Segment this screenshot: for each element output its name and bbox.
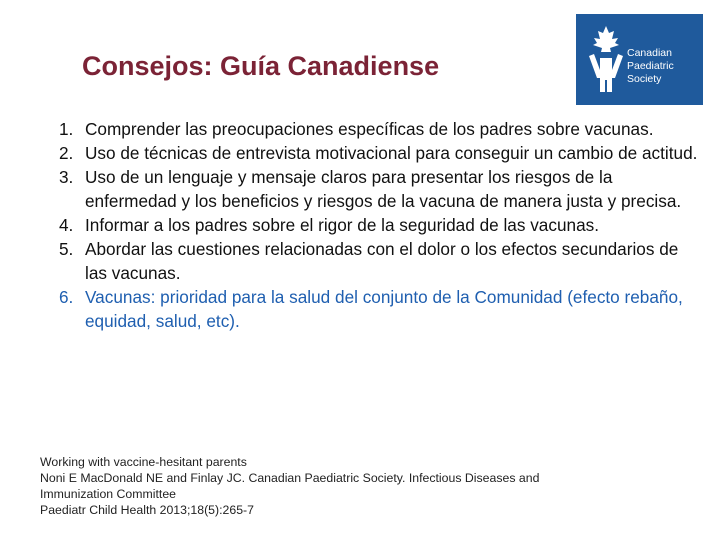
list-item xyxy=(50,213,700,237)
item-text: Informar a los padres sobre el rigor de la seguridad de las vacunas. xyxy=(85,215,599,235)
item-text: Vacunas: prioridad para la salud del conjunto de la Comunidad (efecto rebaño, equidad, salud, etc). xyxy=(85,287,683,331)
item-text: Comprender las preocupaciones específicas de los padres sobre vacunas. xyxy=(85,119,654,139)
item-number: 6. xyxy=(59,287,74,307)
item-number: 1. xyxy=(59,119,74,139)
list-item-highlighted xyxy=(50,285,700,333)
item-text: Abordar las cuestiones relacionadas con el dolor o los efectos secundarios de las vacunas. xyxy=(85,239,679,283)
reference-citation xyxy=(40,454,680,518)
reference-line: Immunization Committee xyxy=(40,487,176,501)
reference-line: Paediatr Child Health 2013;18(5):265-7 xyxy=(40,503,254,517)
slide-title: Consejos: Guía Canadiense xyxy=(82,51,440,81)
list-item xyxy=(50,237,700,285)
item-text: Uso de técnicas de entrevista motivacional para conseguir un cambio de actitud. xyxy=(85,143,698,163)
canadian-paediatric-society-logo xyxy=(576,14,703,105)
tips-list xyxy=(50,117,700,333)
list-item xyxy=(50,141,700,165)
list-item xyxy=(50,117,700,141)
maple-leaf-child-icon xyxy=(586,24,626,94)
item-number: 3. xyxy=(59,167,74,187)
logo-line: Society xyxy=(627,73,662,85)
item-number: 5. xyxy=(59,239,74,259)
item-text: Uso de un lenguaje y mensaje claros para presentar los riesgos de la enfermedad y los beneficios y riesgos de la vacuna de manera justa y precisa. xyxy=(85,167,682,211)
reference-line: Noni E MacDonald NE and Finlay JC. Canadian Paediatric Society. Infectious Diseases and xyxy=(40,471,540,485)
logo-text xyxy=(627,47,674,86)
item-number: 4. xyxy=(59,215,74,235)
reference-line: Working with vaccine-hesitant parents xyxy=(40,455,247,469)
logo-line: Paediatric xyxy=(627,60,674,72)
logo-line: Canadian xyxy=(627,47,672,59)
item-number: 2. xyxy=(59,143,74,163)
list-item xyxy=(50,165,700,213)
